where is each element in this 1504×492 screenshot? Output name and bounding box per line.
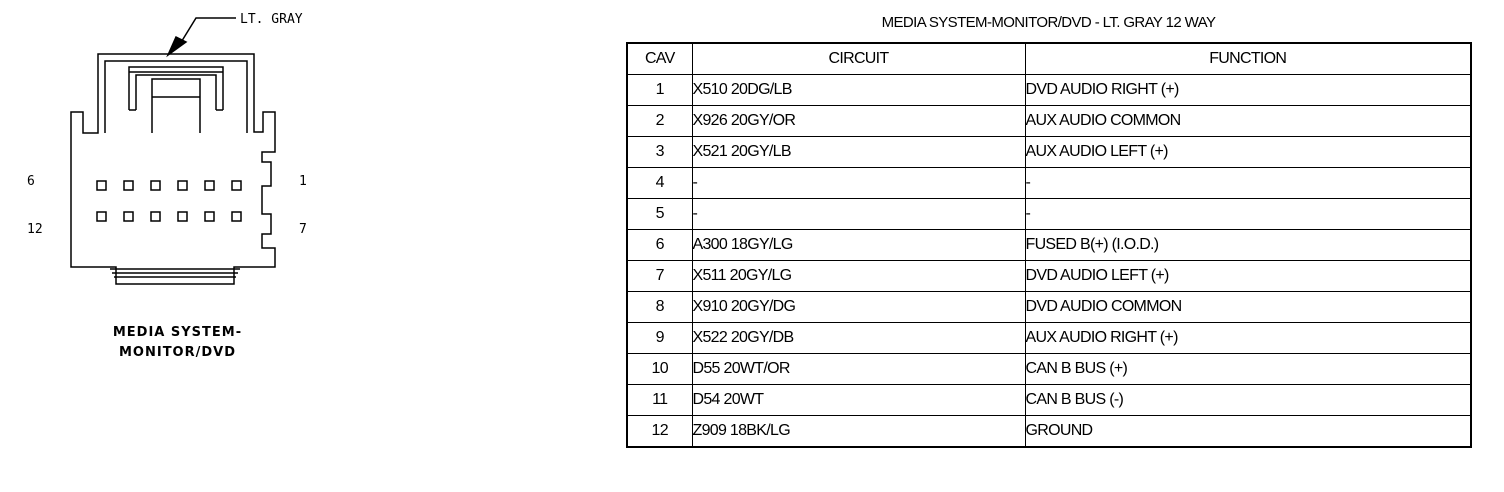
- cav-cell: 10: [627, 354, 692, 385]
- function-cell: DVD AUDIO RIGHT (+): [1025, 75, 1471, 106]
- table-row: [627, 323, 1471, 354]
- function-cell: DVD AUDIO LEFT (+): [1025, 261, 1471, 292]
- function-cell: FUSED B(+) (I.O.D.): [1025, 230, 1471, 261]
- circuit-cell: X522 20GY/DB: [692, 323, 1025, 354]
- function-cell: AUX AUDIO COMMON: [1025, 106, 1471, 137]
- circuit-cell: D55 20WT/OR: [692, 354, 1025, 385]
- connector-base-lines: [110, 269, 240, 277]
- cav-cell: 4: [627, 168, 692, 199]
- color-label: LT. GRAY: [240, 12, 303, 27]
- table-row: [627, 230, 1471, 261]
- cav-cell: 6: [627, 230, 692, 261]
- circuit-cell: X521 20GY/LB: [692, 137, 1025, 168]
- function-cell: CAN B BUS (+): [1025, 354, 1471, 385]
- circuit-cell: X910 20GY/DG: [692, 292, 1025, 323]
- cav-cell: 2: [627, 106, 692, 137]
- connector-housing: [71, 54, 275, 284]
- table-row: [627, 137, 1471, 168]
- table-row: [627, 106, 1471, 137]
- table-row: [627, 261, 1471, 292]
- cavity-row-top: [97, 181, 241, 190]
- cav-cell: 5: [627, 199, 692, 230]
- table-title: MEDIA SYSTEM-MONITOR/DVD - LT. GRAY 12 WAY: [881, 14, 1216, 31]
- function-cell: GROUND: [1025, 416, 1471, 448]
- cav-cell: 11: [627, 385, 692, 416]
- circuit-cell: X511 20GY/LG: [692, 261, 1025, 292]
- connector-diagram: [0, 0, 620, 492]
- function-cell: AUX AUDIO LEFT (+): [1025, 137, 1471, 168]
- function-cell: -: [1025, 168, 1471, 199]
- cav-cell: 9: [627, 323, 692, 354]
- circuit-cell: -: [692, 199, 1025, 230]
- color-leader-line: [180, 18, 236, 44]
- pinout-table: [626, 42, 1472, 448]
- circuit-cell: X926 20GY/OR: [692, 106, 1025, 137]
- function-cell: -: [1025, 199, 1471, 230]
- header-cav: CAV: [627, 43, 692, 75]
- connector-latch: [105, 61, 247, 133]
- connector-caption-line2: MONITOR/DVD: [118, 345, 237, 360]
- table-row: [627, 292, 1471, 323]
- circuit-cell: -: [692, 168, 1025, 199]
- header-circuit: CIRCUIT: [692, 43, 1025, 75]
- cav-cell: 7: [627, 261, 692, 292]
- table-row: [627, 416, 1471, 448]
- cav-cell: 8: [627, 292, 692, 323]
- function-cell: CAN B BUS (-): [1025, 385, 1471, 416]
- table-row: [627, 168, 1471, 199]
- pin-label-6: 6: [27, 174, 35, 189]
- cav-cell: 1: [627, 75, 692, 106]
- function-cell: AUX AUDIO RIGHT (+): [1025, 323, 1471, 354]
- circuit-cell: D54 20WT: [692, 385, 1025, 416]
- pin-label-12: 12: [27, 222, 43, 237]
- circuit-cell: Z909 18BK/LG: [692, 416, 1025, 448]
- pin-label-7: 7: [299, 222, 307, 237]
- table-row: [627, 354, 1471, 385]
- connector-caption-line1: MEDIA SYSTEM-: [112, 325, 243, 340]
- table-row: [627, 199, 1471, 230]
- cavity-row-bottom: [97, 212, 241, 221]
- function-cell: DVD AUDIO COMMON: [1025, 292, 1471, 323]
- table-header-row: [627, 43, 1471, 75]
- header-function: FUNCTION: [1025, 43, 1471, 75]
- table-row: [627, 75, 1471, 106]
- cav-cell: 3: [627, 137, 692, 168]
- cav-cell: 12: [627, 416, 692, 448]
- table-row: [627, 385, 1471, 416]
- circuit-cell: X510 20DG/LB: [692, 75, 1025, 106]
- circuit-cell: A300 18GY/LG: [692, 230, 1025, 261]
- pin-label-1: 1: [299, 174, 307, 189]
